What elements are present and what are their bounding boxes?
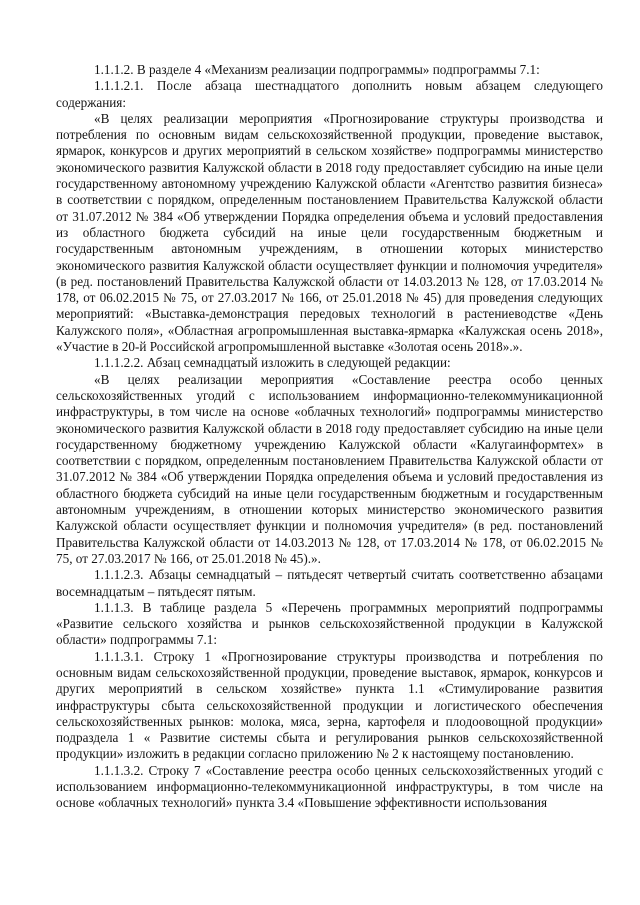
paragraph-inserted-text: «В целях реализации мероприятия «Прогнозирование структуры производства и потребления по основным видам сельскохозяйственной продукции, проведение выставок, ярмарок, конкурсов и других мероприятий в сельском хозяйстве» подпрограммы министерство экономического развития Калужской области в 2018 году предоставляет субсидию на иные цели государственному автономному учреждению Калужской области «Агентство развития бизнеса» в соответствии с порядком, определенным постановлением Правительства Калужской области от 31.07.2012 № 384 «Об утверждении Порядка определения объема и условий предоставления из областного бюджета субсидий на иные цели государственным бюджетным и государственным автономным учреждениям, в отношении которых министерство экономического развития Калужской области осуществляет функции и полномочия учредителя» (в ред. постановлений Правительства Калужской области от 14.03.2013 № 128, от 17.03.2014 № 178, от 06.02.2015 № 75, от 27.03.2017 № 166, от 25.01.2018 № 45) для проведения следующих мероприятий: «Выставка-демонстрация передовых технологий в растениеводстве «День Калужского поля», «Областная агропромышленная выставка-ярмарка «Калужская осень 2018», «Участие в 20-й Российской агропромышленной выставке «Золотая осень 2018».». [56,110,603,355]
paragraph-1-1-1-2: 1.1.1.2. В разделе 4 «Механизм реализации подпрограммы» подпрограммы 7.1: [94,62,540,77]
paragraph-new-edition-text: «В целях реализации мероприятия «Составление реестра особо ценных сельскохозяйственных угодий с использованием информационно-телекоммуникационной инфраструктуры, в том числе на основе «облачных технологий» подпрограммы министерство экономического развития Калужской области в 2018 году предоставляет субсидию на иные цели государственному бюджетному учреждению Калужской области «Калугаинформтех» в соответствии с порядком, определенным постановлением Правительства Калужской области от 31.07.2012 № 384 «Об утверждении Порядка определения объема и условий предоставления из областного бюджета субсидий на иные цели государственным бюджетным и государственным автономным учреждениям, в отношении которых министерство экономического развития Калужской области осуществляет функции и полномочия учредителя» (в ред. постановлений Правительства Калужской области от 14.03.2013 № 128, от 17.03.2014 № 178, от 06.02.2015 № 75, от 27.03.2017 № 166, от 25.01.2018 № 45).». [56,371,603,566]
paragraph-1-1-1-2-3: 1.1.1.2.3. Абзацы семнадцатый – пятьдесят четвертый считать соответственно абзацами восемнадцатым – пятьдесят пятым. [56,567,603,599]
paragraph-1-1-1-2-2: 1.1.1.2.2. Абзац семнадцатый изложить в следующей редакции: [94,355,451,371]
paragraph-1-1-1-2-1: 1.1.1.2.1. После абзаца шестнадцатого дополнить новым абзацем следующего содержания: [56,78,603,110]
paragraph-1-1-1-3: 1.1.1.3. В таблице раздела 5 «Перечень программных мероприятий подпрограммы «Развитие сельского хозяйства и рынков сельскохозяйственной продукции в Калужской области» подпрограммы 7.1: [56,599,603,648]
document-page [56,62,603,812]
paragraph-1-1-1-3-2: 1.1.1.3.2. Строку 7 «Составление реестра особо ценных сельскохозяйственных угодий с использованием информационно-телекоммуникационной инфраструктуры, в том числе на основе «облачных технологий» пункта 3.4 «Повышение эффективности использования [56,762,603,811]
paragraph-1-1-1-3-1: 1.1.1.3.1. Строку 1 «Прогнозирование структуры производства и потребления по основным видам сельскохозяйственной продукции, проведение выставок, ярмарок, конкурсов и других мероприятий в сельском хозяйстве» пункта 1.1 «Стимулирование развития инфраструктуры сбыта сельскохозяйственной продукции и логистического обеспечения сельскохозяйственных рынков: молока, мяса, зерна, картофеля и плодоовощной продукции» подраздела 1 « Развитие системы сбыта и регулирования рынков сельскохозяйственной продукции» изложить в редакции согласно приложению № 2 к настоящему постановлению. [56,648,603,762]
